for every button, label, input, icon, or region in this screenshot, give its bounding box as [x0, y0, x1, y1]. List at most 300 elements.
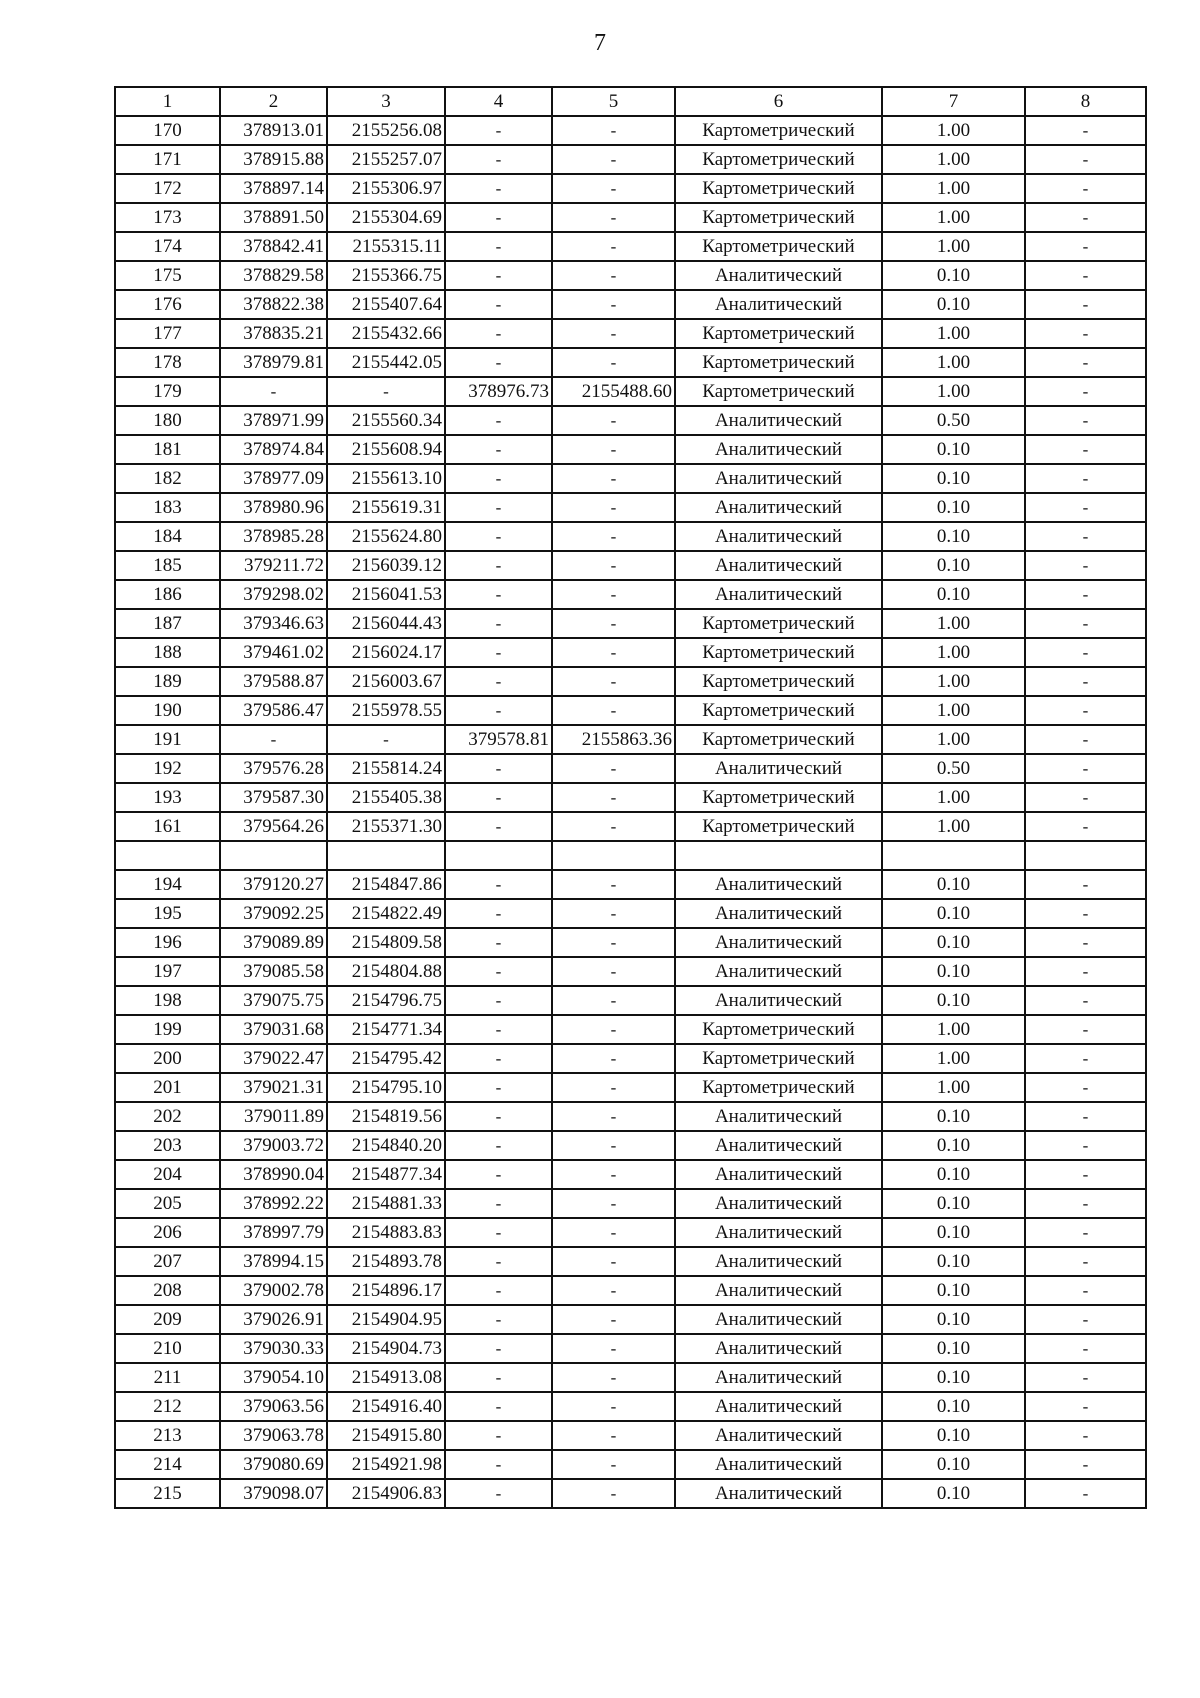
note-cell: - [1025, 870, 1146, 899]
x-coordinate-cell: 378897.14 [220, 174, 327, 203]
method-cell: Картометрический [675, 638, 882, 667]
note-cell: - [1025, 1479, 1146, 1508]
table-row [115, 1160, 1146, 1189]
y-coordinate-cell: 2154913.08 [327, 1363, 445, 1392]
y-coordinate-alt-cell: - [552, 464, 675, 493]
x-coordinate-alt-cell: - [445, 1276, 552, 1305]
accuracy-cell: 0.10 [882, 1334, 1025, 1363]
method-cell: Картометрический [675, 203, 882, 232]
x-coordinate-alt-cell: - [445, 232, 552, 261]
y-coordinate-cell: 2154840.20 [327, 1131, 445, 1160]
method-cell: Аналитический [675, 1363, 882, 1392]
y-coordinate-cell: 2154896.17 [327, 1276, 445, 1305]
y-coordinate-alt-cell: - [552, 899, 675, 928]
note-cell: - [1025, 493, 1146, 522]
table-row [115, 493, 1146, 522]
table-row [115, 377, 1146, 406]
accuracy-cell: 1.00 [882, 696, 1025, 725]
point-number-cell: 199 [115, 1015, 220, 1044]
method-cell: Картометрический [675, 145, 882, 174]
y-coordinate-cell: 2155304.69 [327, 203, 445, 232]
x-coordinate-alt-cell: - [445, 667, 552, 696]
x-coordinate-cell: 378842.41 [220, 232, 327, 261]
note-cell: - [1025, 1160, 1146, 1189]
x-coordinate-cell: 379054.10 [220, 1363, 327, 1392]
x-coordinate-cell: 379021.31 [220, 1073, 327, 1102]
method-cell: Аналитический [675, 928, 882, 957]
method-cell: Аналитический [675, 1450, 882, 1479]
y-coordinate-alt-cell: - [552, 1276, 675, 1305]
table-row [115, 1363, 1146, 1392]
accuracy-cell: 0.10 [882, 261, 1025, 290]
method-cell: Картометрический [675, 1044, 882, 1073]
point-number-cell: 186 [115, 580, 220, 609]
table-row [115, 1218, 1146, 1247]
x-coordinate-alt-cell: - [445, 1189, 552, 1218]
method-cell: Аналитический [675, 290, 882, 319]
y-coordinate-alt-cell: - [552, 261, 675, 290]
method-cell: Аналитический [675, 1392, 882, 1421]
x-coordinate-alt-cell: - [445, 145, 552, 174]
x-coordinate-alt-cell: - [445, 609, 552, 638]
x-coordinate-alt-cell: - [445, 203, 552, 232]
accuracy-cell: 0.10 [882, 1218, 1025, 1247]
x-coordinate-cell: 379346.63 [220, 609, 327, 638]
point-number-cell [115, 841, 220, 870]
y-coordinate-cell: 2155613.10 [327, 464, 445, 493]
accuracy-cell: 0.10 [882, 1189, 1025, 1218]
x-coordinate-cell: - [220, 377, 327, 406]
x-coordinate-cell: 379564.26 [220, 812, 327, 841]
y-coordinate-cell: - [327, 725, 445, 754]
accuracy-cell: 1.00 [882, 319, 1025, 348]
x-coordinate-alt-cell: - [445, 986, 552, 1015]
y-coordinate-cell: 2154904.73 [327, 1334, 445, 1363]
y-coordinate-cell: 2154877.34 [327, 1160, 445, 1189]
method-cell: Картометрический [675, 1073, 882, 1102]
table-row [115, 261, 1146, 290]
method-cell: Аналитический [675, 522, 882, 551]
note-cell: - [1025, 174, 1146, 203]
note-cell [1025, 841, 1146, 870]
y-coordinate-cell: 2156041.53 [327, 580, 445, 609]
method-cell: Картометрический [675, 319, 882, 348]
y-coordinate-cell: 2154881.33 [327, 1189, 445, 1218]
y-coordinate-alt-cell: - [552, 667, 675, 696]
note-cell: - [1025, 1305, 1146, 1334]
x-coordinate-cell: 379063.56 [220, 1392, 327, 1421]
table-row [115, 609, 1146, 638]
table-row [115, 1247, 1146, 1276]
table-row [115, 290, 1146, 319]
x-coordinate-alt-cell: - [445, 1392, 552, 1421]
x-coordinate-alt-cell [445, 841, 552, 870]
y-coordinate-alt-cell: 2155488.60 [552, 377, 675, 406]
x-coordinate-cell: 378822.38 [220, 290, 327, 319]
x-coordinate-alt-cell: - [445, 1015, 552, 1044]
note-cell: - [1025, 290, 1146, 319]
x-coordinate-alt-cell: - [445, 348, 552, 377]
y-coordinate-alt-cell: - [552, 1102, 675, 1131]
y-coordinate-alt-cell: - [552, 522, 675, 551]
y-coordinate-cell: 2155442.05 [327, 348, 445, 377]
note-cell: - [1025, 783, 1146, 812]
method-cell: Аналитический [675, 261, 882, 290]
x-coordinate-cell: 378992.22 [220, 1189, 327, 1218]
point-number-cell: 179 [115, 377, 220, 406]
point-number-cell: 175 [115, 261, 220, 290]
x-coordinate-alt-cell: - [445, 957, 552, 986]
method-cell: Аналитический [675, 406, 882, 435]
x-coordinate-alt-cell: - [445, 319, 552, 348]
y-coordinate-cell: 2154771.34 [327, 1015, 445, 1044]
y-coordinate-alt-cell: - [552, 406, 675, 435]
point-number-cell: 205 [115, 1189, 220, 1218]
method-cell: Картометрический [675, 812, 882, 841]
table-row [115, 203, 1146, 232]
y-coordinate-alt-cell: - [552, 145, 675, 174]
table-row [115, 812, 1146, 841]
accuracy-cell: 0.10 [882, 1102, 1025, 1131]
point-number-cell: 177 [115, 319, 220, 348]
point-number-cell: 193 [115, 783, 220, 812]
note-cell: - [1025, 319, 1146, 348]
table-body [115, 116, 1146, 1508]
point-number-cell: 211 [115, 1363, 220, 1392]
point-number-cell: 195 [115, 899, 220, 928]
point-number-cell: 215 [115, 1479, 220, 1508]
y-coordinate-cell [327, 841, 445, 870]
column-header: 3 [327, 87, 445, 116]
y-coordinate-cell: 2155306.97 [327, 174, 445, 203]
table-row [115, 580, 1146, 609]
method-cell: Картометрический [675, 696, 882, 725]
note-cell: - [1025, 928, 1146, 957]
method-cell: Аналитический [675, 870, 882, 899]
column-header: 1 [115, 87, 220, 116]
page-number: 7 [594, 30, 606, 56]
x-coordinate-alt-cell: - [445, 1363, 552, 1392]
x-coordinate-alt-cell: - [445, 928, 552, 957]
column-header: 5 [552, 87, 675, 116]
point-number-cell: 184 [115, 522, 220, 551]
x-coordinate-cell: 378985.28 [220, 522, 327, 551]
method-cell: Аналитический [675, 1334, 882, 1363]
x-coordinate-cell: 378979.81 [220, 348, 327, 377]
accuracy-cell: 0.10 [882, 1363, 1025, 1392]
x-coordinate-alt-cell: - [445, 580, 552, 609]
x-coordinate-alt-cell: 378976.73 [445, 377, 552, 406]
table-row [115, 928, 1146, 957]
table-row [115, 1015, 1146, 1044]
note-cell: - [1025, 1392, 1146, 1421]
y-coordinate-alt-cell: - [552, 1247, 675, 1276]
table-row [115, 1421, 1146, 1450]
table-row [115, 870, 1146, 899]
note-cell: - [1025, 580, 1146, 609]
y-coordinate-cell: 2155608.94 [327, 435, 445, 464]
note-cell: - [1025, 899, 1146, 928]
accuracy-cell: 0.50 [882, 406, 1025, 435]
point-number-cell: 198 [115, 986, 220, 1015]
note-cell: - [1025, 1218, 1146, 1247]
x-coordinate-alt-cell: - [445, 638, 552, 667]
point-number-cell: 174 [115, 232, 220, 261]
y-coordinate-alt-cell: - [552, 1160, 675, 1189]
point-number-cell: 172 [115, 174, 220, 203]
x-coordinate-cell: 379120.27 [220, 870, 327, 899]
x-coordinate-alt-cell: - [445, 261, 552, 290]
point-number-cell: 176 [115, 290, 220, 319]
point-number-cell: 214 [115, 1450, 220, 1479]
method-cell: Аналитический [675, 464, 882, 493]
y-coordinate-alt-cell: - [552, 580, 675, 609]
method-cell: Аналитический [675, 1189, 882, 1218]
table-row [115, 232, 1146, 261]
y-coordinate-alt-cell: - [552, 986, 675, 1015]
x-coordinate-cell: 378913.01 [220, 116, 327, 145]
table-row [115, 1479, 1146, 1508]
point-number-cell: 207 [115, 1247, 220, 1276]
y-coordinate-cell: 2154796.75 [327, 986, 445, 1015]
accuracy-cell: 0.10 [882, 986, 1025, 1015]
point-number-cell: 208 [115, 1276, 220, 1305]
y-coordinate-alt-cell: - [552, 1450, 675, 1479]
point-number-cell: 212 [115, 1392, 220, 1421]
accuracy-cell: 0.10 [882, 1160, 1025, 1189]
note-cell: - [1025, 551, 1146, 580]
x-coordinate-alt-cell: - [445, 1305, 552, 1334]
x-coordinate-cell: 379092.25 [220, 899, 327, 928]
table-row [115, 899, 1146, 928]
x-coordinate-cell: 378915.88 [220, 145, 327, 174]
accuracy-cell: 0.10 [882, 870, 1025, 899]
y-coordinate-alt-cell: - [552, 609, 675, 638]
table-row [115, 116, 1146, 145]
x-coordinate-cell [220, 841, 327, 870]
x-coordinate-alt-cell: - [445, 870, 552, 899]
point-number-cell: 213 [115, 1421, 220, 1450]
note-cell: - [1025, 522, 1146, 551]
table-row [115, 1305, 1146, 1334]
note-cell: - [1025, 609, 1146, 638]
accuracy-cell: 0.10 [882, 435, 1025, 464]
accuracy-cell: 1.00 [882, 638, 1025, 667]
note-cell: - [1025, 1334, 1146, 1363]
point-number-cell: 200 [115, 1044, 220, 1073]
x-coordinate-cell: 378977.09 [220, 464, 327, 493]
method-cell: Картометрический [675, 1015, 882, 1044]
x-coordinate-alt-cell: - [445, 1131, 552, 1160]
method-cell: Аналитический [675, 551, 882, 580]
method-cell: Аналитический [675, 435, 882, 464]
method-cell: Аналитический [675, 754, 882, 783]
point-number-cell: 192 [115, 754, 220, 783]
table-row [115, 522, 1146, 551]
table-row [115, 986, 1146, 1015]
y-coordinate-alt-cell: - [552, 290, 675, 319]
y-coordinate-cell: 2154809.58 [327, 928, 445, 957]
table-row [115, 841, 1146, 870]
x-coordinate-cell: 379588.87 [220, 667, 327, 696]
x-coordinate-cell: 379063.78 [220, 1421, 327, 1450]
method-cell: Аналитический [675, 580, 882, 609]
point-number-cell: 185 [115, 551, 220, 580]
method-cell: Аналитический [675, 957, 882, 986]
method-cell: Аналитический [675, 1276, 882, 1305]
point-number-cell: 170 [115, 116, 220, 145]
method-cell: Аналитический [675, 986, 882, 1015]
point-number-cell: 210 [115, 1334, 220, 1363]
y-coordinate-alt-cell: - [552, 493, 675, 522]
note-cell: - [1025, 261, 1146, 290]
y-coordinate-alt-cell: - [552, 551, 675, 580]
y-coordinate-alt-cell: - [552, 1189, 675, 1218]
x-coordinate-alt-cell: - [445, 696, 552, 725]
note-cell: - [1025, 1015, 1146, 1044]
table-row [115, 1102, 1146, 1131]
x-coordinate-alt-cell: - [445, 406, 552, 435]
accuracy-cell: 1.00 [882, 203, 1025, 232]
x-coordinate-alt-cell: - [445, 464, 552, 493]
point-number-cell: 190 [115, 696, 220, 725]
y-coordinate-cell: 2154847.86 [327, 870, 445, 899]
table-row [115, 145, 1146, 174]
note-cell: - [1025, 754, 1146, 783]
y-coordinate-alt-cell: - [552, 1334, 675, 1363]
x-coordinate-cell: 379022.47 [220, 1044, 327, 1073]
table-row [115, 319, 1146, 348]
y-coordinate-cell: 2154906.83 [327, 1479, 445, 1508]
y-coordinate-alt-cell: - [552, 1479, 675, 1508]
x-coordinate-alt-cell: - [445, 754, 552, 783]
accuracy-cell: 0.10 [882, 899, 1025, 928]
y-coordinate-alt-cell: - [552, 783, 675, 812]
y-coordinate-alt-cell: - [552, 348, 675, 377]
y-coordinate-alt-cell: - [552, 1131, 675, 1160]
y-coordinate-cell: 2154916.40 [327, 1392, 445, 1421]
y-coordinate-cell: 2154921.98 [327, 1450, 445, 1479]
y-coordinate-alt-cell: - [552, 203, 675, 232]
y-coordinate-cell: 2155407.64 [327, 290, 445, 319]
accuracy-cell: 0.10 [882, 957, 1025, 986]
y-coordinate-cell: 2156003.67 [327, 667, 445, 696]
point-number-cell: 178 [115, 348, 220, 377]
x-coordinate-alt-cell: - [445, 1247, 552, 1276]
method-cell: Аналитический [675, 1102, 882, 1131]
accuracy-cell: 1.00 [882, 377, 1025, 406]
y-coordinate-cell: 2155624.80 [327, 522, 445, 551]
note-cell: - [1025, 377, 1146, 406]
y-coordinate-cell: 2154893.78 [327, 1247, 445, 1276]
table-row [115, 1044, 1146, 1073]
accuracy-cell: 0.10 [882, 551, 1025, 580]
note-cell: - [1025, 435, 1146, 464]
x-coordinate-cell: 378835.21 [220, 319, 327, 348]
method-cell: Картометрический [675, 348, 882, 377]
x-coordinate-alt-cell: - [445, 116, 552, 145]
x-coordinate-cell: 378994.15 [220, 1247, 327, 1276]
note-cell: - [1025, 1131, 1146, 1160]
y-coordinate-cell: 2155257.07 [327, 145, 445, 174]
x-coordinate-cell: 378974.84 [220, 435, 327, 464]
accuracy-cell: 0.10 [882, 1421, 1025, 1450]
x-coordinate-alt-cell: - [445, 435, 552, 464]
x-coordinate-alt-cell: - [445, 1218, 552, 1247]
method-cell [675, 841, 882, 870]
y-coordinate-alt-cell: - [552, 116, 675, 145]
note-cell: - [1025, 1450, 1146, 1479]
note-cell: - [1025, 464, 1146, 493]
x-coordinate-alt-cell: - [445, 522, 552, 551]
note-cell: - [1025, 1044, 1146, 1073]
y-coordinate-alt-cell: - [552, 1073, 675, 1102]
note-cell: - [1025, 1421, 1146, 1450]
y-coordinate-cell: 2154804.88 [327, 957, 445, 986]
y-coordinate-cell: 2155814.24 [327, 754, 445, 783]
note-cell: - [1025, 406, 1146, 435]
note-cell: - [1025, 145, 1146, 174]
accuracy-cell: 1.00 [882, 1073, 1025, 1102]
note-cell: - [1025, 1247, 1146, 1276]
column-header: 8 [1025, 87, 1146, 116]
table-row [115, 754, 1146, 783]
column-header: 4 [445, 87, 552, 116]
y-coordinate-cell: 2155405.38 [327, 783, 445, 812]
method-cell: Картометрический [675, 116, 882, 145]
table-row [115, 1276, 1146, 1305]
y-coordinate-cell: 2154883.83 [327, 1218, 445, 1247]
x-coordinate-cell: 379461.02 [220, 638, 327, 667]
point-number-cell: 180 [115, 406, 220, 435]
method-cell: Картометрический [675, 725, 882, 754]
point-number-cell: 197 [115, 957, 220, 986]
accuracy-cell: 1.00 [882, 232, 1025, 261]
x-coordinate-cell: 378891.50 [220, 203, 327, 232]
x-coordinate-alt-cell: - [445, 812, 552, 841]
x-coordinate-cell: 379075.75 [220, 986, 327, 1015]
accuracy-cell: 1.00 [882, 812, 1025, 841]
y-coordinate-cell: - [327, 377, 445, 406]
x-coordinate-cell: 379098.07 [220, 1479, 327, 1508]
accuracy-cell: 1.00 [882, 1044, 1025, 1073]
x-coordinate-alt-cell: - [445, 1450, 552, 1479]
y-coordinate-cell: 2155619.31 [327, 493, 445, 522]
accuracy-cell: 0.10 [882, 580, 1025, 609]
accuracy-cell: 0.10 [882, 1392, 1025, 1421]
y-coordinate-alt-cell: - [552, 1015, 675, 1044]
point-number-cell: 173 [115, 203, 220, 232]
method-cell: Аналитический [675, 1247, 882, 1276]
accuracy-cell: 0.10 [882, 928, 1025, 957]
note-cell: - [1025, 1189, 1146, 1218]
x-coordinate-cell: - [220, 725, 327, 754]
point-number-cell: 183 [115, 493, 220, 522]
note-cell: - [1025, 1102, 1146, 1131]
accuracy-cell: 1.00 [882, 609, 1025, 638]
y-coordinate-alt-cell: - [552, 435, 675, 464]
x-coordinate-cell: 379002.78 [220, 1276, 327, 1305]
x-coordinate-cell: 379586.47 [220, 696, 327, 725]
y-coordinate-alt-cell: - [552, 812, 675, 841]
x-coordinate-cell: 379031.68 [220, 1015, 327, 1044]
note-cell: - [1025, 203, 1146, 232]
y-coordinate-alt-cell: - [552, 696, 675, 725]
x-coordinate-cell: 378980.96 [220, 493, 327, 522]
x-coordinate-alt-cell: 379578.81 [445, 725, 552, 754]
y-coordinate-alt-cell: - [552, 1392, 675, 1421]
note-cell: - [1025, 986, 1146, 1015]
